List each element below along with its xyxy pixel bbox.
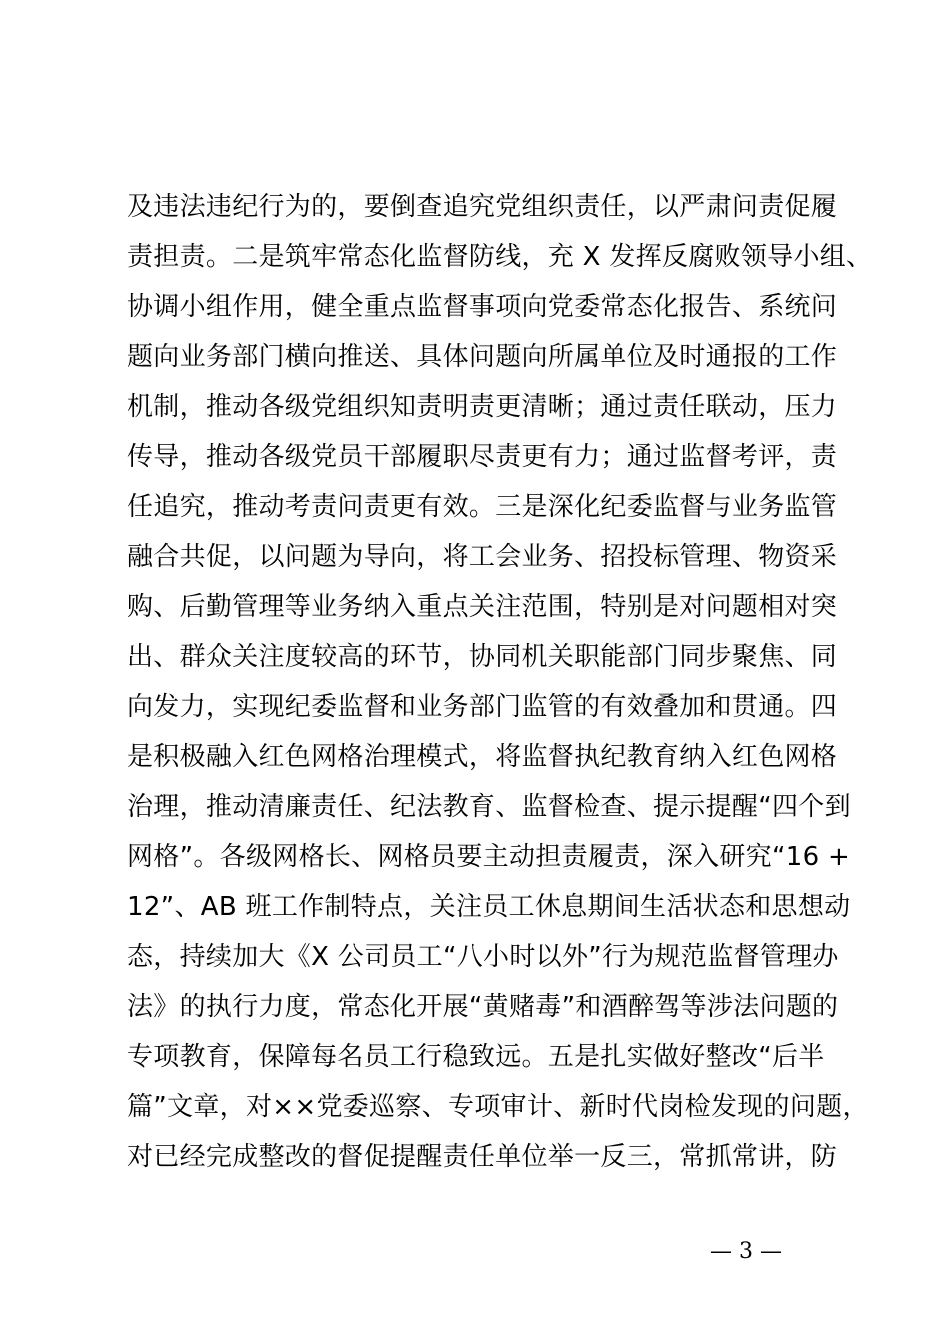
text-line: 题向业务部门横向推送、具体问题向所属单位及时通报的工作 — [127, 342, 838, 372]
text-line: 篇”文章，对××党委巡察、专项审计、新时代岗检发现的问题， — [127, 1092, 869, 1122]
text-line: 融合共促，以问题为导向，将工会业务、招投标管理、物资采 — [127, 542, 838, 572]
text-line: 责担责。二是筑牢常态化监督防线，充 X 发挥反腐败领导小组、 — [127, 242, 873, 272]
text-line: 对已经完成整改的督促提醒责任单位举一反三，常抓常讲，防 — [127, 1142, 838, 1172]
text-line: 态，持续加大《X 公司员工“八小时以外”行为规范监督管理办 — [127, 942, 839, 972]
text-line: 协调小组作用，健全重点监督事项向党委常态化报告、系统问 — [127, 292, 838, 322]
page-number: — 3 — — [710, 1239, 782, 1264]
text-line: 购、后勤管理等业务纳入重点关注范围，特别是对问题相对突 — [127, 592, 838, 622]
text-line: 及违法违纪行为的，要倒查追究党组织责任，以严肃问责促履 — [127, 192, 838, 222]
text-line: 专项教育，保障每名员工行稳致远。五是扎实做好整改“后半 — [127, 1042, 825, 1072]
text-line: 是积极融入红色网格治理模式，将监督执纪教育纳入红色网格 — [127, 742, 838, 772]
text-line: 传导，推动各级党员干部履职尽责更有力；通过监督考评，责 — [127, 442, 838, 472]
text-line: 出、群众关注度较高的环节，协同机关职能部门同步聚焦、同 — [127, 642, 838, 672]
text-line: 法》的执行力度，常态化开展“黄赌毒”和酒醉驾等涉法问题的 — [127, 992, 839, 1022]
text-line: 机制，推动各级党组织知责明责更清晰；通过责任联动，压力 — [127, 392, 838, 422]
text-line: 向发力，实现纪委监督和业务部门监管的有效叠加和贯通。四 — [127, 692, 838, 722]
text-line: 任追究，推动考责问责更有效。三是深化纪委监督与业务监管 — [127, 492, 838, 522]
text-line: 治理，推动清廉责任、纪法教育、监督检查、提示提醒“四个到 — [127, 792, 851, 822]
text-line: 12”、AB 班工作制特点，关注员工休息期间生活状态和思想动 — [127, 892, 851, 922]
text-line: 网格”。各级网格长、网格员要主动担责履责，深入研究“16 + — [127, 842, 851, 872]
body-text — [127, 182, 873, 1182]
